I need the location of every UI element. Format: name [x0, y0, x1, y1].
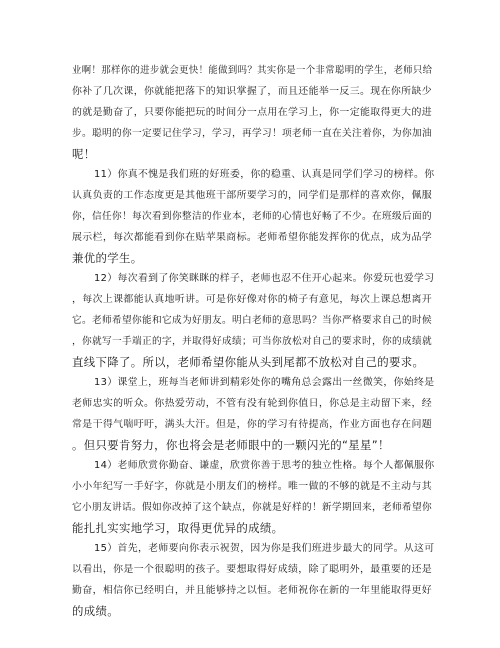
text-line: 你补了几次课，你就能把落下的知识掌握了，而且还能举一反三。现在你所缺少 [72, 86, 432, 97]
text-line: 14）老师欣赏你勤奋、谦虚，欣赏你善于思考的独立性格。每个人都佩服你 [94, 460, 435, 471]
text-line: 常是干得气喘吁吁，满头大汗。但是，你的学习有待提高，作业方面也存在问题 [72, 419, 432, 430]
text-line: 呢！ [72, 147, 96, 161]
text-line: 步。聪明的你一定要记住学习，学习，再学习！项老师一直在关注着你，为你加油 [72, 128, 432, 139]
text-line: 它。老师希望你能和它成为好朋友。明白老师的意思吗？当你严格要求自己的时候 [72, 315, 432, 326]
text-line: 的就是勤奋了，只要你能把玩的时间分一点用在学习上，你一定能取得更大的进 [72, 107, 432, 118]
text-line: 你，信任你！每次看到你整洁的作业本，老师的心情也好畅了不少。在班级后面的 [72, 211, 432, 222]
text-line: 它小朋友讲话。假如你改掉了这个缺点，你就是好样的！新学期回来，老师希望你 [72, 502, 432, 513]
text-line: 。但只要肯努力，你也将会是老师眼中的一颗闪光的“星星”！ [72, 438, 390, 452]
paragraph-15 [72, 538, 435, 622]
text-line: 小小年纪写一手好字，你就是小朋友们的榜样。唯一做的不够的就是不主动与其 [72, 481, 432, 492]
text-line: ，你就写一手端正的字，并取得好成绩；可当你放松对自己的要求时，你的成绩就 [72, 336, 432, 347]
paragraph-11 [72, 164, 435, 269]
text-line: 勤奋，相信你已经明白，并且能够持之以恒。老师祝你在新的一年里能取得更好 [72, 585, 432, 596]
paragraph-intro [72, 60, 432, 165]
text-line: 13）课堂上，班每当老师讲到精彩处你的嘴角总会露出一丝微笑，你始终是 [94, 377, 435, 388]
text-line: 老师忠实的听众。你热爱劳动，不管有没有轮到你值日，你总是主动留下来，经 [72, 398, 432, 409]
text-line: 展示栏，每次都能看到你在贴苹果商标。老师希望你能发挥你的优点，成为品学 [72, 232, 432, 243]
paragraph-13 [72, 372, 435, 456]
text-line: 能扎扎实实地学习，取得更优异的成绩。 [72, 521, 284, 535]
text-line: 12）每次看到了你笑眯眯的样子，老师也忍不住开心起来。你爱玩也爱学习 [94, 273, 435, 284]
text-line: 11）你真不愧是我们班的好班委，你的稳重、认真是同学们学习的榜样。你 [94, 169, 435, 180]
text-line: 直线下降了。所以，老师希望你能从头到尾都不放松对自己的要求。 [72, 355, 425, 369]
text-line: 兼优的学生。 [72, 251, 143, 265]
paragraph-14 [72, 455, 435, 539]
text-line: 业啊！那样你的进步就会更快！能做到吗？其实你是一个非常聪明的学生，老师只给 [72, 65, 433, 76]
text-line: 认真负责的工作态度更是其他班干部所要学习的，同学们是那样的喜欢你，佩服 [72, 190, 432, 201]
text-line: 以看出，你是一个很聪明的孩子。要想取得好成绩，除了聪明外，最重要的还是 [72, 564, 432, 575]
text-line: 的成绩。 [72, 604, 119, 618]
paragraph-12 [72, 268, 435, 373]
text-line: ，每次上课都能认真地听讲。可是你好像对你的椅子有意见，每次上课总想离开 [72, 294, 432, 305]
text-line: 15）首先，老师要向你表示祝贺，因为你是我们班进步最大的同学。从这可 [94, 543, 435, 554]
